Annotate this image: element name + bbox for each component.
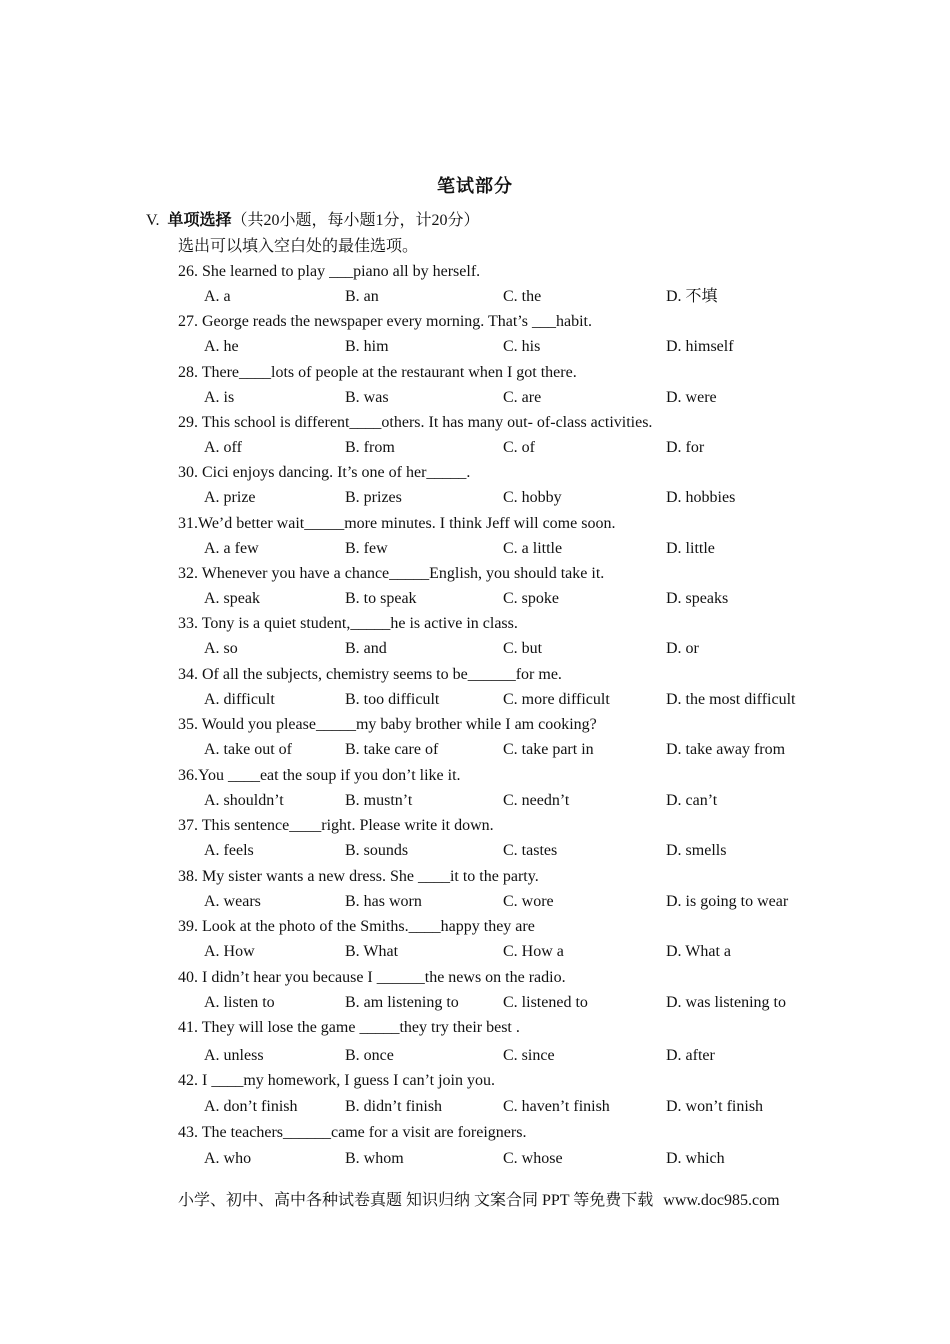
question-stem: 35. Would you please_____my baby brother while I am cooking? [178,716,597,733]
option-d: D. speaks [666,590,729,607]
question-item [178,410,858,460]
option-b: B. once [345,1047,394,1064]
option-a: A. so [204,640,238,657]
question-item [178,360,858,410]
question-stem: 41. They will lose the game _____they try their best . [178,1019,520,1036]
option-c: C. tastes [503,842,558,859]
option-c: C. spoke [503,590,559,607]
question-item [178,511,858,561]
question-stem: 37. This sentence____right. Please write it down. [178,817,494,834]
option-a: A. is [204,389,235,406]
question-item [178,965,858,1015]
option-row [178,586,858,611]
section-header [146,208,480,234]
option-a: A. a [204,288,231,305]
question-item [178,1068,858,1119]
question-item [178,763,858,813]
option-row [178,334,858,359]
option-row [178,939,858,964]
page-footer [178,1188,780,1214]
option-b: B. an [345,288,379,305]
option-a: A. take out of [204,741,292,758]
option-c: C. are [503,389,542,406]
option-b: B. mustn’t [345,792,413,809]
option-d: D. was listening to [666,994,786,1011]
option-a: A. don’t finish [204,1098,298,1115]
option-c: C. hobby [503,489,562,506]
option-d: D. take away from [666,741,786,758]
question-stem: 36.You ____eat the soup if you don’t like it. [178,767,461,784]
option-b: B. didn’t finish [345,1098,443,1115]
option-row [178,889,858,914]
option-d: D. 不填 [666,288,718,305]
question-item [178,1015,858,1068]
option-b: B. whom [345,1150,404,1167]
question-item [178,813,858,863]
option-c: C. listened to [503,994,588,1011]
option-d: D. smells [666,842,727,859]
question-item [178,309,858,359]
option-c: C. of [503,439,535,456]
option-row [178,737,858,762]
option-row [178,485,858,510]
option-a: A. speak [204,590,260,607]
option-d: D. hobbies [666,489,736,506]
option-c: C. take part in [503,741,594,758]
option-c: C. needn’t [503,792,570,809]
question-stem: 31.We’d better wait_____more minutes. I think Jeff will come soon. [178,515,616,532]
option-a: A. off [204,439,242,456]
option-d: D. little [666,540,715,557]
option-a: A. a few [204,540,259,557]
option-d: D. is going to wear [666,893,789,910]
option-a: A. shouldn’t [204,792,284,809]
question-item [178,914,858,964]
option-c: C. whose [503,1150,563,1167]
question-item [178,1120,858,1171]
option-a: A. wears [204,893,261,910]
question-item [178,460,858,510]
question-stem: 32. Whenever you have a chance_____English, you should take it. [178,565,605,582]
option-b: B. him [345,338,389,355]
option-d: D. himself [666,338,734,355]
option-a: A. he [204,338,239,355]
option-c: C. the [503,288,542,305]
option-c: C. but [503,640,543,657]
option-b: B. has worn [345,893,422,910]
option-b: B. too difficult [345,691,440,708]
section-number: V. [146,212,160,229]
option-b: B. What [345,943,399,960]
option-row [178,284,858,309]
question-item [178,611,858,661]
option-a: A. feels [204,842,254,859]
option-row [178,990,858,1015]
option-a: A. listen to [204,994,275,1011]
option-d: D. or [666,640,699,657]
option-a: A. prize [204,489,256,506]
question-stem: 39. Look at the photo of the Smiths.____happy they are [178,918,535,935]
option-b: B. sounds [345,842,409,859]
option-b: B. prizes [345,489,402,506]
section-note: （共20小题，每小题1分，计20分） [231,212,480,229]
option-c: C. haven’t finish [503,1098,610,1115]
option-row [178,1094,858,1119]
option-d: D. What a [666,943,732,960]
option-a: A. How [204,943,255,960]
question-item [178,259,858,309]
option-row [178,1043,858,1068]
option-c: C. How a [503,943,564,960]
option-b: B. and [345,640,387,657]
question-item [178,712,858,762]
question-stem: 43. The teachers______came for a visit are foreigners. [178,1124,527,1141]
option-row [178,636,858,661]
option-d: D. which [666,1150,725,1167]
question-stem: 40. I didn’t hear you because I ______the news on the radio. [178,969,566,986]
option-b: B. am listening to [345,994,459,1011]
question-stem: 28. There____lots of people at the restaurant when I got there. [178,364,577,381]
option-b: B. from [345,439,395,456]
option-b: B. was [345,389,389,406]
option-a: A. difficult [204,691,275,708]
option-c: C. more difficult [503,691,610,708]
question-stem: 29. This school is different____others. It has many out- of-class activities. [178,414,653,431]
option-row [178,536,858,561]
question-stem: 26. She learned to play ___piano all by herself. [178,263,481,280]
option-b: B. take care of [345,741,439,758]
footer-text: 小学、初中、高中各种试卷真题 知识归纳 文案合同 PPT 等免费下载 [178,1192,654,1209]
option-row [178,385,858,410]
option-d: D. the most difficult [666,691,796,708]
option-b: B. few [345,540,388,557]
option-d: D. after [666,1047,715,1064]
option-row [178,838,858,863]
question-item [178,864,858,914]
option-a: A. who [204,1150,252,1167]
question-stem: 42. I ____my homework, I guess I can’t join you. [178,1072,495,1089]
footer-url: www.doc985.com [663,1192,780,1209]
option-d: D. for [666,439,705,456]
question-stem: 33. Tony is a quiet student,_____he is active in class. [178,615,518,632]
option-a: A. unless [204,1047,264,1064]
option-row [178,435,858,460]
option-c: C. his [503,338,541,355]
option-c: C. since [503,1047,555,1064]
option-c: C. a little [503,540,563,557]
option-c: C. wore [503,893,554,910]
question-stem: 34. Of all the subjects, chemistry seems to be______for me. [178,666,562,683]
option-row [178,687,858,712]
page-title: 笔试部分 [437,176,513,196]
question-item [178,662,858,712]
section-heading: 单项选择 [167,212,232,229]
option-d: D. won’t finish [666,1098,764,1115]
option-row [178,1146,858,1171]
question-stem: 30. Cici enjoys dancing. It’s one of her_____. [178,464,471,481]
option-d: D. can’t [666,792,718,809]
question-stem: 27. George reads the newspaper every morning. That’s ___habit. [178,313,592,330]
option-b: B. to speak [345,590,417,607]
question-item [178,561,858,611]
option-d: D. were [666,389,717,406]
question-stem: 38. My sister wants a new dress. She ____it to the party. [178,868,539,885]
option-row [178,788,858,813]
section-instruction: 选出可以填入空白处的最佳选项。 [178,238,419,255]
